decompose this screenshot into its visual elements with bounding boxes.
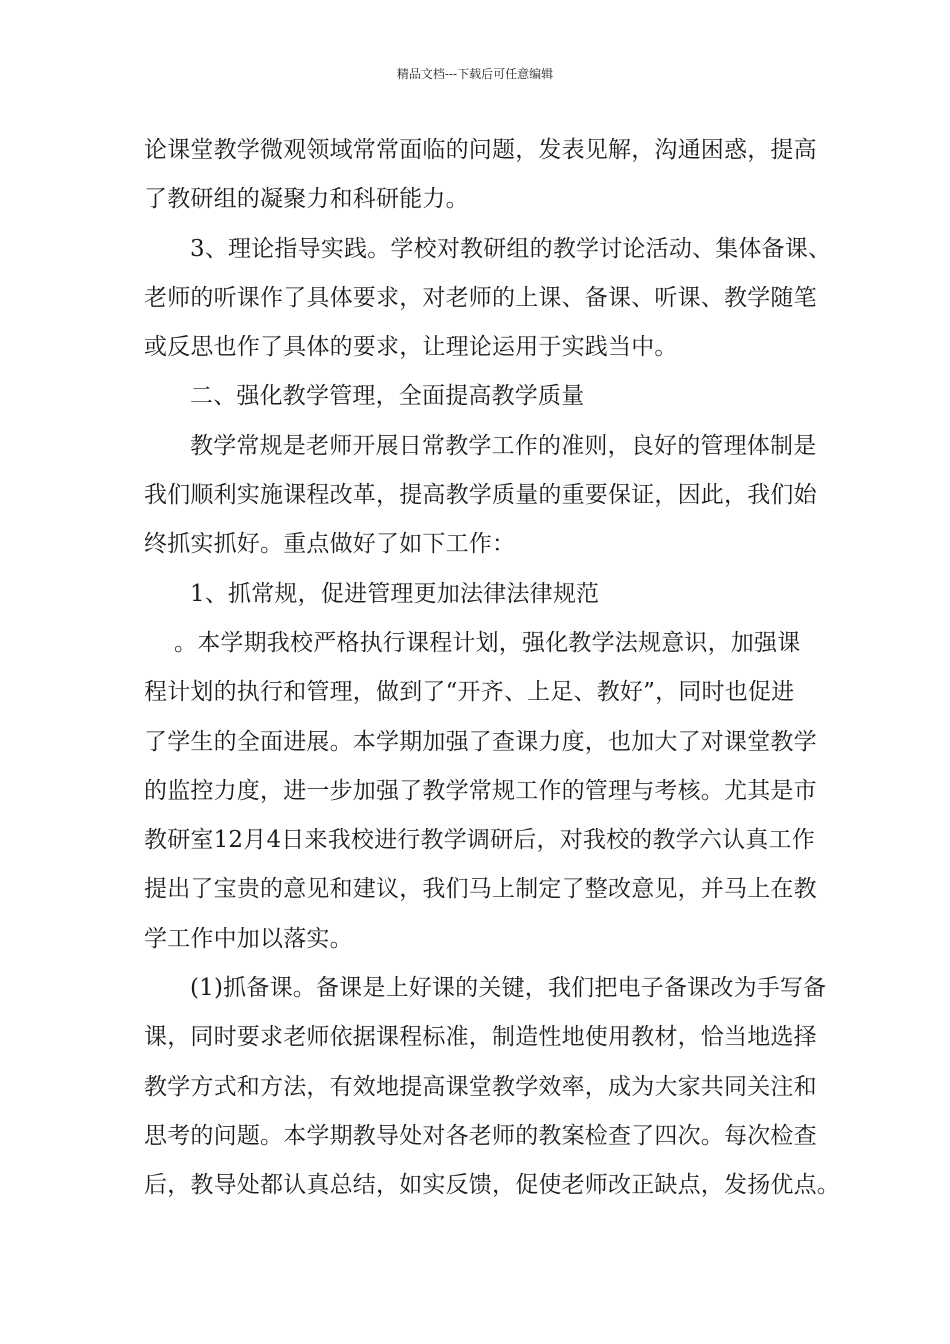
paragraph-lesson-prep [144,964,840,1210]
paragraph-course-plan [144,619,817,964]
text-line: 或反思也作了具体的要求，让理论运用于实践当中。 [144,334,678,361]
text-line: 的监控力度，进一步加强了教学常规工作的管理与考核。尤其是市 [144,777,817,804]
text-line: 教学方式和方法，有效地提高课堂教学效率，成为大家共同关注和 [144,1073,817,1100]
text-line: 了学生的全面进展。本学期加强了查课力度，也加大了对课堂教学 [144,728,817,755]
text-line: 了教研组的凝聚力和科研能力。 [144,186,469,213]
text-line: 程计划的执行和管理，做到了“开齐、上足、教好”，同时也促进 [144,679,795,706]
page-header: 精品文档---下载后可任意编辑 [396,67,554,81]
text-line: 。本学期我校严格执行课程计划，强化教学法规意识，加强课 [174,629,801,656]
text-line: 我们顺利实施课程改革，提高教学质量的重要保证，因此，我们始 [144,482,817,509]
text-line: 教学常规是老师开展日常教学工作的准则，良好的管理体制是 [190,432,817,459]
text-line: 3、理论指导实践。学校对教研组的教学讨论活动、集体备课、 [190,235,832,262]
text-line: 终抓实抓好。重点做好了如下工作： [144,531,516,558]
document-body [144,126,840,1211]
text-line: 课，同时要求老师依据课程标准，制造性地使用教材，恰当地选择 [144,1024,817,1051]
text-line: 学工作中加以落实。 [144,925,353,952]
text-line: 后，教导处都认真总结，如实反馈，促使老师改正缺点，发扬优点。 [144,1172,840,1199]
text-line: 老师的听课作了具体要求，对老师的上课、备课、听课、教学随笔 [144,284,817,311]
text-line: 教研室12月4日来我校进行教学调研后，对我校的教学六认真工作 [144,827,815,854]
text-line: 1、抓常规，促进管理更加法律法律规范 [190,580,600,607]
paragraph-continuation [144,126,817,225]
paragraph-theory-practice [144,225,832,373]
text-line: 思考的问题。本学期教导处对各老师的教案检查了四次。每次检查 [144,1122,817,1149]
text-line: (1)抓备课。备课是上好课的关键，我们把电子备课改为手写备 [190,975,827,1002]
text-line: 二、强化教学管理，全面提高教学质量 [190,383,585,410]
text-line: 论课堂教学微观领域常常面临的问题，发表见解，沟通困惑，提高 [144,137,817,163]
section-heading [144,372,808,421]
text-line: 提出了宝贵的意见和建议，我们马上制定了整改意见，并马上在教 [144,876,817,903]
subsection-heading [144,570,808,619]
paragraph-teaching-routine [144,422,817,570]
